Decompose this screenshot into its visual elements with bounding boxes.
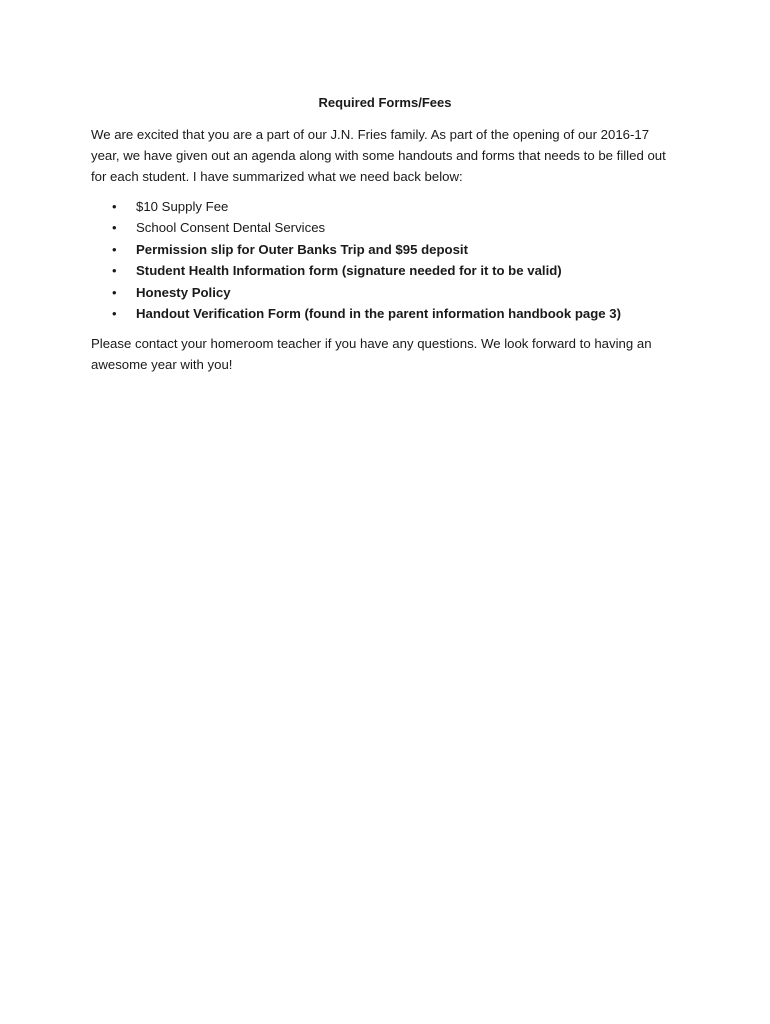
list-item: [91, 217, 711, 238]
list-item-text: Honesty Policy: [136, 284, 231, 300]
list-item: [91, 282, 711, 303]
list-item: [91, 260, 711, 281]
list-item-text: $10 Supply Fee: [136, 199, 229, 214]
document-title: Required Forms/Fees: [318, 95, 452, 110]
bullet-icon: •: [112, 241, 117, 257]
bullet-icon: •: [112, 199, 117, 214]
list-item-text: Student Health Information form (signature needed for it to be valid): [136, 263, 562, 279]
list-item-text: Handout Verification Form (found in the parent information handbook page 3): [136, 305, 622, 321]
list-item-text: School Consent Dental Services: [136, 220, 326, 236]
bullet-icon: •: [112, 263, 117, 279]
list-item: [91, 196, 711, 217]
bullet-icon: •: [112, 284, 117, 300]
closing-paragraph: Please contact your homeroom teacher if you have any questions. We look forward to having an awesome year with you!: [91, 336, 652, 372]
list-item: [91, 303, 711, 324]
list-item: [91, 239, 711, 260]
intro-paragraph: We are excited that you are a part of our J.N. Fries family. As part of the opening of our 2016-17 year, we have given out an agenda along with some handouts and forms that needs to be filled out for each student. I have summarized what we need back below:: [91, 127, 666, 184]
required-items-list: [91, 196, 711, 324]
list-item-text: Permission slip for Outer Banks Trip and $95 deposit: [136, 241, 468, 257]
bullet-icon: •: [112, 220, 117, 236]
bullet-icon: •: [112, 305, 117, 321]
